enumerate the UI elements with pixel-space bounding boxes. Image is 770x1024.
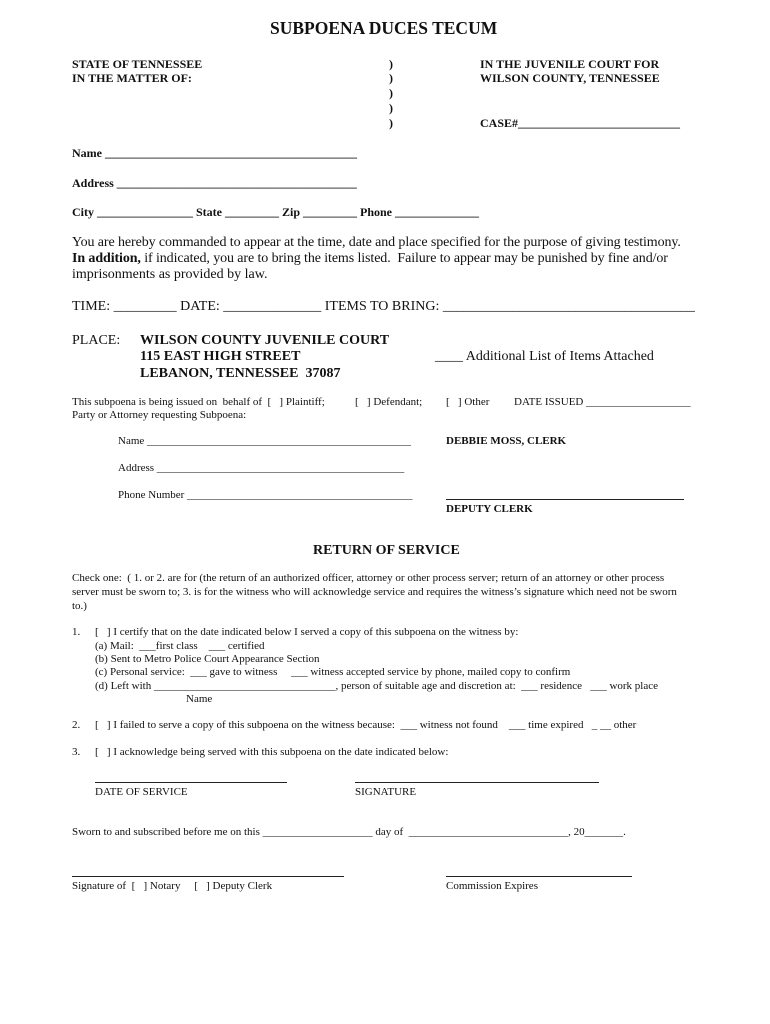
item-3-acknowledge-checkbox[interactable]: [ ] I acknowledge being served with this subpoena on the date indicated below: <box>95 746 449 758</box>
other-checkbox[interactable]: [ ] Other <box>446 396 490 408</box>
place-city: LEBANON, TENNESSEE 37087 <box>140 366 341 381</box>
item-2-failed-checkbox[interactable]: [ ] I failed to serve a copy of this subpoena on the witness because: ___ witness not found ___ time expired _ __ other <box>95 719 637 731</box>
command-line-1: You are hereby commanded to appear at the time, date and place specified for the purpose of giving testimony. <box>72 235 681 250</box>
signature-label: SIGNATURE <box>355 786 417 798</box>
requesting-party-label: Party or Attorney requesting Subpoena: <box>72 409 247 421</box>
defendant-checkbox[interactable]: [ ] Defendant; <box>355 396 423 408</box>
commission-expires-label: Commission Expires <box>446 880 538 892</box>
witness-name-field[interactable]: Name __________________________________________ <box>72 146 357 160</box>
caption-paren: ) <box>389 116 393 130</box>
date-issued-field[interactable]: DATE ISSUED ___________________ <box>514 396 691 408</box>
witness-city-state-zip-phone-field[interactable]: City ________________ State _________ Zip _________ Phone ______________ <box>72 205 480 219</box>
court-name: IN THE JUVENILE COURT FOR <box>480 57 660 71</box>
commission-expires-line[interactable] <box>446 876 632 877</box>
document-title: SUBPOENA DUCES TECUM <box>270 18 498 38</box>
item-1-personal-service-option[interactable]: (c) Personal service: ___ gave to witness ___ witness accepted service by phone, mailed copy to confirm <box>95 666 571 678</box>
deputy-clerk-label: DEPUTY CLERK <box>446 503 533 515</box>
item-2-number: 2. <box>72 719 81 731</box>
item-1-number: 1. <box>72 626 81 638</box>
notary-signature-line[interactable] <box>72 876 344 877</box>
check-one-line-1: Check one: ( 1. or 2. are for (the return of an authorized officer, attorney or other process server; return of an attorney or other process <box>72 572 665 584</box>
check-one-line-2: server must be sworn to; 3. is for the witness who will acknowledge service and requires the witness’s signature which need not be sworn <box>72 586 677 598</box>
command-text: if indicated, you are to bring the items listed. Failure to appear may be punished by fine and/or <box>140 251 668 266</box>
item-1-name-label: Name <box>186 693 213 705</box>
issued-on-behalf-plaintiff[interactable]: This subpoena is being issued on behalf of [ ] Plaintiff; <box>72 396 325 408</box>
caption-paren: ) <box>389 71 393 85</box>
time-date-items-field[interactable]: TIME: _________ DATE: ______________ ITEMS TO BRING: ____________________________________ <box>72 299 695 314</box>
caption-paren: ) <box>389 57 393 71</box>
command-line-3: imprisonments as provided by law. <box>72 267 268 282</box>
item-1-left-with-option[interactable]: (d) Left with _________________________________, person of suitable age and discretion at: ___ residence ___ work place <box>95 680 659 692</box>
signature-of-options[interactable]: Signature of [ ] Notary [ ] Deputy Clerk <box>72 880 273 892</box>
item-1-mail-option[interactable]: (a) Mail: ___first class ___ certified <box>95 640 265 652</box>
case-number-field[interactable]: CASE#___________________________ <box>480 116 681 130</box>
item-1-metro-option: (b) Sent to Metro Police Court Appearance Section <box>95 653 320 665</box>
caption-paren: ) <box>389 86 393 100</box>
item-3-number: 3. <box>72 746 81 758</box>
court-county: WILSON COUNTY, TENNESSEE <box>480 71 660 85</box>
attorney-name-field[interactable]: Name ________________________________________________ <box>118 435 412 447</box>
date-of-service-label: DATE OF SERVICE <box>95 786 188 798</box>
clerk-name: DEBBIE MOSS, CLERK <box>446 435 567 447</box>
caption-paren: ) <box>389 101 393 115</box>
check-one-line-3: to.) <box>72 600 87 612</box>
place-street: 115 EAST HIGH STREET <box>140 349 301 364</box>
sworn-statement-field[interactable]: Sworn to and subscribed before me on this ____________________ day of _____________________________, 20_______. <box>72 826 626 838</box>
date-of-service-line[interactable] <box>95 782 287 783</box>
attorney-phone-field[interactable]: Phone Number _________________________________________ <box>118 489 413 501</box>
state-label: STATE OF TENNESSEE <box>72 57 203 71</box>
place-court-name: WILSON COUNTY JUVENILE COURT <box>140 333 390 348</box>
matter-label: IN THE MATTER OF: <box>72 71 192 85</box>
command-emphasis: In addition, <box>72 251 141 266</box>
item-1-certify-checkbox[interactable]: [ ] I certify that on the date indicated below I served a copy of this subpoena on the witness by: <box>95 626 519 638</box>
return-of-service-heading: RETURN OF SERVICE <box>313 543 460 558</box>
command-line-2 <box>72 251 668 267</box>
witness-address-field[interactable]: Address ________________________________________ <box>72 176 357 190</box>
attorney-address-field[interactable]: Address _____________________________________________ <box>118 462 405 474</box>
place-label: PLACE: <box>72 333 121 348</box>
deputy-signature-line[interactable] <box>446 499 684 500</box>
signature-line[interactable] <box>355 782 599 783</box>
additional-items-checkbox[interactable]: ____ Additional List of Items Attached <box>435 349 654 364</box>
